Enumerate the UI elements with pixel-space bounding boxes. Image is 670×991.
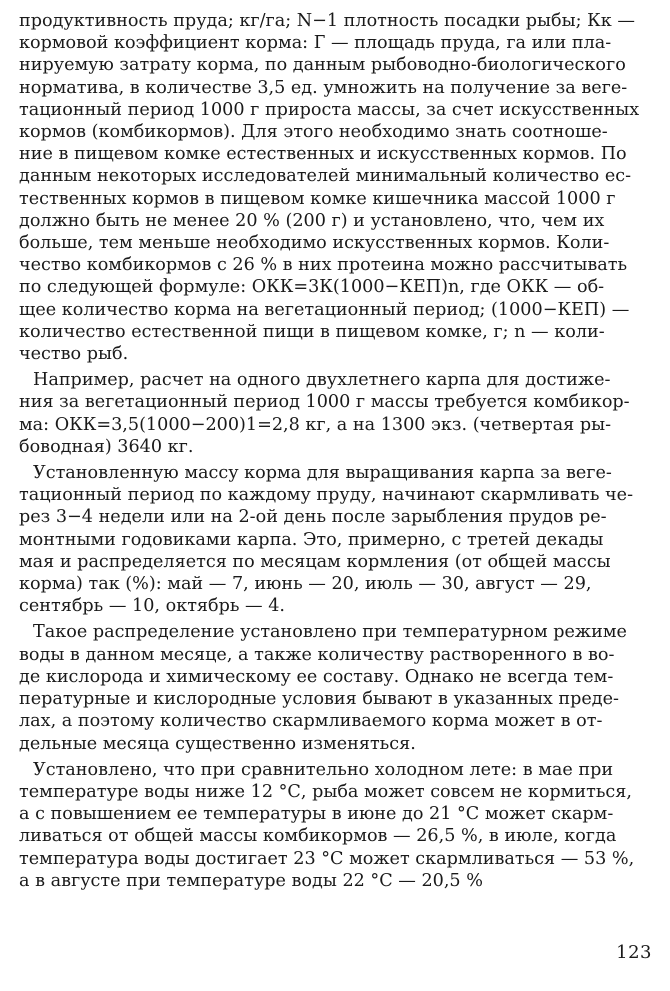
text-line: ма: ОКК=3,5(1000−200)1=2,8 кг, а на 1300 экз. (четвертая ры- [19, 414, 612, 435]
text-line: а с повышением ее температуры в июне до 21 °С может скарм- [19, 804, 614, 825]
text-line: продуктивность пруда; кг/га; N−1 плотность посадки рыбы; Кк — [19, 11, 635, 31]
paragraph-2 [19, 369, 651, 458]
text-line: Например, расчет на одного двухлетнего карпа для достиже- [33, 370, 611, 391]
text-line: Установлено, что при сравнительно холодном лете: в мае при [33, 759, 614, 780]
paragraph-3 [19, 462, 651, 617]
text-line: чество комбикормов с 26 % в них протеина можно рассчитывать [19, 255, 628, 276]
text-line: данным некоторых исследователей минимальный количество ес- [19, 166, 632, 187]
paragraph-5 [19, 759, 651, 892]
text-line: должно быть не менее 20 % (200 г) и установлено, что, чем их [19, 210, 605, 231]
text-line: ливаться от общей массы комбикормов — 26,5 %, в июле, когда [19, 826, 617, 847]
text-line: количество естественной пищи в пищевом комке, г; n — коли- [19, 321, 605, 342]
text-line: нируемую затрату корма, по данным рыбоводно-биологического [19, 55, 626, 76]
text-line: температуре воды ниже 12 °С, рыба может совсем не кормиться, [19, 781, 632, 802]
paragraph-4 [19, 621, 651, 754]
text-line: боводная) 3640 кг. [19, 436, 194, 457]
text-line: кормовой коэффициент корма: Г — площадь пруда, га или пла- [19, 33, 612, 54]
text-line: температура воды достигает 23 °С может скармливаться — 53 %, [19, 848, 635, 869]
text-line: Такое распределение установлено при температурном режиме [33, 622, 627, 643]
page-text [19, 10, 651, 892]
text-line: по следующей формуле: ОКК=3К(1000−КЕП)n, где ОКК — об- [19, 277, 605, 298]
paragraph-1 [19, 10, 651, 365]
text-line: де кислорода и химическому ее составу. Однако не всегда тем- [19, 666, 614, 687]
text-line: чество рыб. [19, 344, 129, 365]
text-line: больше, тем меньше необходимо искусственных кормов. Коли- [19, 233, 610, 254]
text-line: воды в данном месяце, а также количеству растворенного в во- [19, 644, 615, 665]
text-line: кормов (комбикормов). Для этого необходимо знать соотноше- [19, 122, 608, 143]
text-line: корма) так (%): май — 7, июнь — 20, июль — 30, август — 29, [19, 574, 592, 595]
text-line: лах, а поэтому количество скармливаемого корма может в от- [19, 711, 603, 732]
text-line: рез 3−4 недели или на 2-ой день после зарыбления прудов ре- [19, 507, 607, 528]
text-line: ние в пищевом комке естественных и искусственных кормов. По [19, 144, 627, 165]
text-line: щее количество корма на вегетационный период; (1000−КЕП) — [19, 299, 630, 320]
text-line: а в августе при температуре воды 22 °С — 20,5 % [19, 870, 483, 891]
text-line: тационный период 1000 г прироста массы, за счет искусственных [19, 99, 640, 120]
text-line: тационный период по каждому пруду, начинают скармливать че- [19, 485, 634, 506]
text-line: дельные месяца существенно изменяться. [19, 733, 416, 754]
text-line: мая и распределяется по месяцам кормления (от общей массы [19, 551, 611, 572]
page-number: 123 [616, 942, 652, 963]
text-line: монтными годовиками карпа. Это, примерно, с третей декады [19, 529, 604, 550]
text-line: пературные и кислородные условия бывают в указанных преде- [19, 689, 619, 710]
text-line: ния за вегетационный период 1000 г массы требуется комбикор- [19, 392, 630, 413]
text-line: норматива, в количестве 3,5 ед. умножить на получение за веге- [19, 77, 628, 98]
text-line: сентябрь — 10, октябрь — 4. [19, 596, 286, 617]
text-line: тественных кормов в пищевом комке кишечника массой 1000 г [19, 188, 616, 209]
text-line: Установленную массу корма для выращивания карпа за веге- [33, 463, 612, 484]
